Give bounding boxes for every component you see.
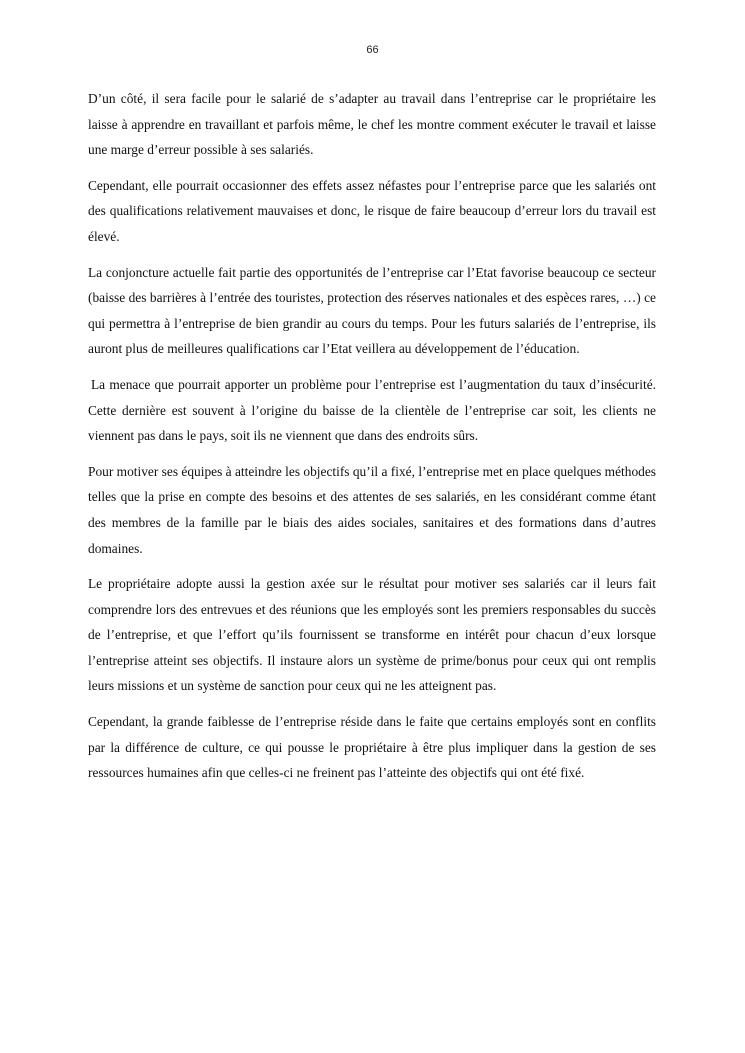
- paragraph: D’un côté, il sera facile pour le salarié de s’adapter au travail dans l’entreprise car le propriétaire les laisse à apprendre en travaillant et parfois même, le chef les montre comment exécuter le travail et laisse une marge d’erreur possible à ses salariés.: [88, 91, 656, 158]
- paragraph: Pour motiver ses équipes à atteindre les objectifs qu’il a fixé, l’entreprise met en place quelques méthodes telles que la prise en compte des besoins et des attentes de ses salariés, en les considérant comme étant des membres de la famille par le biais des aides sociales, sanitaires et des formations dans d’autres domaines.: [88, 463, 656, 556]
- paragraph: Cependant, elle pourrait occasionner des effets assez néfastes pour l’entreprise parce que les salariés ont des qualifications relativement mauvaises et donc, le risque de faire beaucoup d’erreur lors du travail est élevé.: [88, 177, 656, 244]
- body-text: [88, 86, 656, 796]
- page-number: 66: [366, 44, 379, 56]
- paragraph: La menace que pourrait apporter un problème pour l’entreprise est l’augmentation du taux d’insécurité. Cette dernière est souvent à l’origine du baisse de la clientèle de l’entreprise car soit, les clients ne viennent pas dans le pays, soit ils ne viennent que dans des endroits sûrs.: [88, 376, 656, 444]
- paragraph: Cependant, la grande faiblesse de l’entreprise réside dans le faite que certains employés sont en conflits par la différence de culture, ce qui pousse le propriétaire à être plus impliquer dans la gestion de ses ressources humaines afin que celles-ci ne freinent pas l’atteinte des objectifs qui ont été fixé.: [88, 714, 656, 781]
- paragraph: Le propriétaire adopte aussi la gestion axée sur le résultat pour motiver ses salariés car il leurs fait comprendre lors des entrevues et des réunions que les employés sont les premiers responsables du succès de l’entreprise, et que l’effort qu’ils fournissent se transforme en intérêt pour chacun d’eux lorsque l’entreprise atteint ses objectifs. Il instaure alors un système de prime/bonus pour ceux qui ont remplis leurs missions et un système de sanction pour ceux qui ne les atteignent pas.: [88, 576, 656, 694]
- paragraph: La conjoncture actuelle fait partie des opportunités de l’entreprise car l’Etat favorise beaucoup ce secteur (baisse des barrières à l’entrée des touristes, protection des réserves nationales et des espèces rares, …) ce qui permettra à l’entreprise de bien grandir au cours du temps. Pour les futurs salariés de l’entreprise, ils auront plus de meilleures qualifications car l’Etat veillera au développement de l’éducation.: [88, 264, 656, 357]
